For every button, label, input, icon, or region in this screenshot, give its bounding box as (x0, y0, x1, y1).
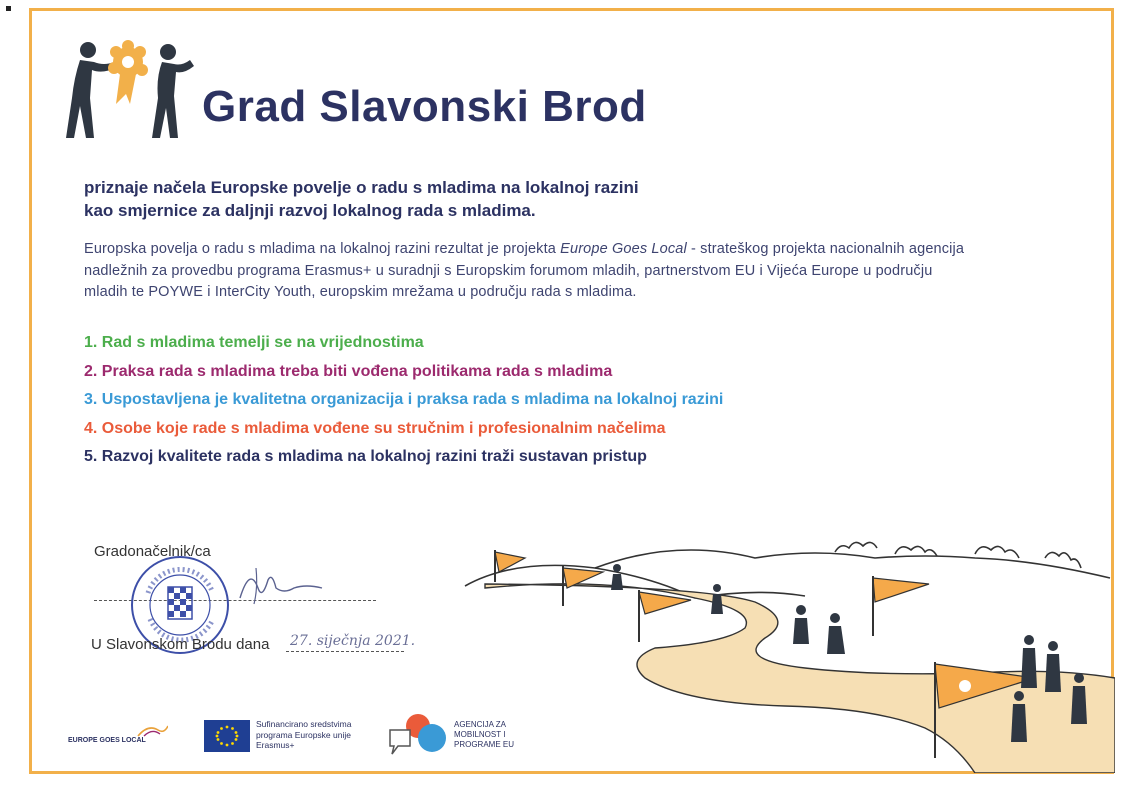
europe-goes-local-logo (68, 722, 168, 752)
agency-logo (388, 712, 515, 765)
intro-line-3: mladih te POYWE i InterCity Youth, europskim mrežama u području rada s mladima. (84, 284, 637, 300)
agency-text-line: PROGRAME EU (454, 740, 515, 749)
handwritten-signature (236, 558, 326, 608)
eu-text-line: Erasmus+ (256, 740, 295, 750)
date-line (286, 651, 404, 652)
agency-text-line: MOBILNOST I (454, 730, 506, 739)
eu-flag-icon (204, 720, 250, 752)
principle-item: 2. Praksa rada s mladima treba biti vođena politikama rada s mladima (84, 362, 613, 380)
eu-cofunding-text (256, 719, 351, 751)
principles-list (84, 329, 723, 472)
mayor-label: Gradonačelnik/ca (94, 543, 211, 560)
eu-text-line: Sufinancirano sredstvima (256, 719, 352, 729)
europe-goes-local-icon (68, 722, 168, 738)
intro-line-2: nadležnih za provedbu programa Erasmus+ u suradnji s Europskim forumom mladih, partnerstvom EU i Vijeća Europe u području (84, 262, 933, 279)
recognition-line-2: kao smjernice za daljnji razvoj lokalnog rada s mladima. (84, 201, 536, 220)
principle-item: 3. Uspostavljena je kvalitetna organizacija i praksa rada s mladima na lokalnoj razini (84, 391, 724, 409)
agency-logo-icon (388, 712, 452, 760)
eu-text-line: programa Europske unije (256, 729, 351, 740)
agency-text (454, 720, 514, 750)
principle-item: 5. Razvoj kvalitete rada s mladima na lokalnoj razini traži sustavan pristup (84, 448, 647, 466)
youth-path-illustration (455, 528, 1115, 773)
people-logo-icon (60, 38, 210, 143)
intro-line-1-end: - strateškog projekta nacionalnih agencija (686, 241, 965, 257)
page-title: Grad Slavonski Brod (202, 82, 647, 131)
project-name: Europe Goes Local (560, 241, 687, 257)
intro-paragraph (84, 239, 1054, 304)
recognition-line-1: priznaje načela Europske povelje o radu s mladima na lokalnoj razini (84, 178, 639, 197)
date-value: 27. siječnja 2021. (290, 633, 416, 649)
intro-line-1 (84, 239, 1054, 261)
principle-item: 1. Rad s mladima temelji se na vrijednostima (84, 334, 424, 351)
europe-goes-local-label: EUROPE GOES LOCAL (68, 737, 146, 744)
recognition-statement (84, 176, 639, 222)
agency-text-line: AGENCIJA ZA (454, 720, 507, 729)
intro-line-1-start: Europska povelja o radu s mladima na lokalnoj razini rezultat je projekta (84, 241, 561, 257)
scan-corner-mark (6, 6, 11, 11)
principle-item: 4. Osobe koje rade s mladima vođene su stručnim i profesionalnim načelima (84, 419, 666, 437)
date-label: U Slavonskom Brodu dana (91, 636, 270, 653)
